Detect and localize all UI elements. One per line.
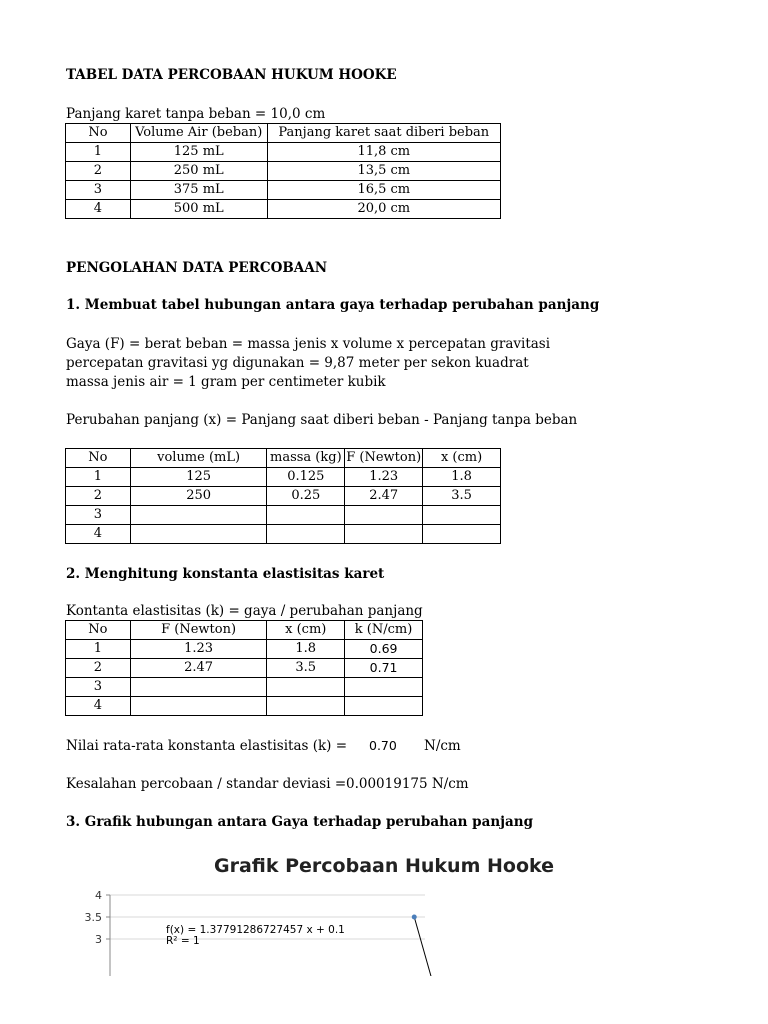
table-cell: 250 [130,487,267,506]
table-header-cell: k (N/cm) [345,621,423,640]
table-cell: 1 [66,143,131,162]
trendline [414,917,438,976]
table-header-cell: massa (kg) [267,449,345,468]
table-row [66,678,423,697]
table-cell: 0.69 [345,640,423,659]
initial-length-text: Panjang karet tanpa beban = 10,0 cm [66,106,326,122]
table-cell: 1 [66,640,131,659]
table-cell: 0.25 [267,487,345,506]
table-cell: 2.47 [345,487,423,506]
table-row [66,200,501,219]
table-cell: 1.23 [345,468,423,487]
table-header-row [66,621,423,640]
section-heading: PENGOLAHAN DATA PERCOBAAN [66,260,328,276]
trendline-equation: f(x) = 1.37791286727457 x + 0.1 [166,924,345,936]
table-header-cell: x (cm) [267,621,345,640]
step1-title: 1. Membuat tabel hubungan antara gaya terhadap perubahan panjang [66,297,600,313]
table-cell: 3 [66,678,131,697]
chart-title: Grafik Percobaan Hukum Hooke [213,855,555,877]
stdev-label: Kesalahan percobaan / standar deviasi = [66,776,347,792]
y-tick-label: 4 [95,889,102,902]
table-cell: 2 [66,162,131,181]
table-cell: 3.5 [267,659,345,678]
density-text: massa jenis air = 1 gram per centimeter kubik [66,374,386,390]
table-cell: 16,5 cm [267,181,500,200]
table-header-cell: F (Newton) [345,449,423,468]
table-cell: 2 [66,659,131,678]
table-cell: 13,5 cm [267,162,500,181]
average-k-unit: N/cm [424,738,461,754]
table-cell [267,506,345,525]
table-raw-data-body [66,124,501,219]
table-row [66,506,501,525]
table-row [66,143,501,162]
table-spring-constant [65,620,423,716]
table-header-row [66,449,501,468]
table-cell: 3.5 [423,487,501,506]
table-cell: 0.71 [345,659,423,678]
table-row [66,468,501,487]
table-header-cell: x (cm) [423,449,501,468]
table-cell [130,525,267,544]
spring-constant-formula: Kontanta elastisitas (k) = gaya / perubahan panjang [66,603,423,619]
table-header-cell: No [66,449,131,468]
document-title: TABEL DATA PERCOBAAN HUKUM HOOKE [66,67,397,83]
table-header-cell: F (Newton) [130,621,267,640]
table-cell: 1 [66,468,131,487]
gravity-text: percepatan gravitasi yg digunakan = 9,87 meter per sekon kuadrat [66,355,529,371]
force-formula-text: Gaya (F) = berat beban = massa jenis x volume x percepatan gravitasi [66,336,551,352]
table-spring-constant-body [66,621,423,716]
table-cell: 125 mL [130,143,267,162]
table-cell: 3 [66,506,131,525]
table-cell [345,506,423,525]
table-row [66,640,423,659]
table-cell: 4 [66,525,131,544]
table-cell [423,525,501,544]
table-cell [267,678,345,697]
table-cell [345,678,423,697]
table-cell: 375 mL [130,181,267,200]
table-row [66,162,501,181]
table-row [66,181,501,200]
table-cell [345,697,423,716]
hooke-chart [0,886,768,976]
table-header-cell: No [66,124,131,143]
table-raw-data [65,123,501,219]
table-force-extension-body [66,449,501,544]
table-cell: 20,0 cm [267,200,500,219]
table-cell: 2 [66,487,131,506]
table-cell: 500 mL [130,200,267,219]
table-header-cell: Panjang karet saat diberi beban [267,124,500,143]
table-cell: 3 [66,181,131,200]
table-cell: 1.8 [423,468,501,487]
table-cell: 4 [66,697,131,716]
table-header-cell: Volume Air (beban) [130,124,267,143]
table-cell [130,678,267,697]
table-cell [130,697,267,716]
table-cell: 125 [130,468,267,487]
average-k-value: 0.70 [369,738,397,753]
table-cell: 1.8 [267,640,345,659]
table-cell [267,697,345,716]
table-row [66,525,501,544]
table-cell: 250 mL [130,162,267,181]
table-cell: 4 [66,200,131,219]
table-header-cell: No [66,621,131,640]
table-row [66,697,423,716]
data-point [412,915,417,920]
table-cell: 11,8 cm [267,143,500,162]
table-row [66,659,423,678]
table-cell [345,525,423,544]
table-cell [423,506,501,525]
table-cell [267,525,345,544]
y-tick-label: 3 [95,933,102,946]
table-cell: 1.23 [130,640,267,659]
step2-title: 2. Menghitung konstanta elastisitas karet [66,566,385,582]
table-header-row [66,124,501,143]
step3-title: 3. Grafik hubungan antara Gaya terhadap perubahan panjang [66,814,534,830]
extension-formula-text: Perubahan panjang (x) = Panjang saat diberi beban - Panjang tanpa beban [66,412,578,428]
table-force-extension [65,448,501,544]
table-cell [130,506,267,525]
stdev-value: 0.00019175 N/cm [346,776,469,792]
trendline-r2: R² = 1 [166,935,200,947]
y-tick-label: 3.5 [84,911,102,924]
table-row [66,487,501,506]
table-cell: 2.47 [130,659,267,678]
average-k-label: Nilai rata-rata konstanta elastisitas (k) = [66,738,348,754]
table-header-cell: volume (mL) [130,449,267,468]
table-cell: 0.125 [267,468,345,487]
